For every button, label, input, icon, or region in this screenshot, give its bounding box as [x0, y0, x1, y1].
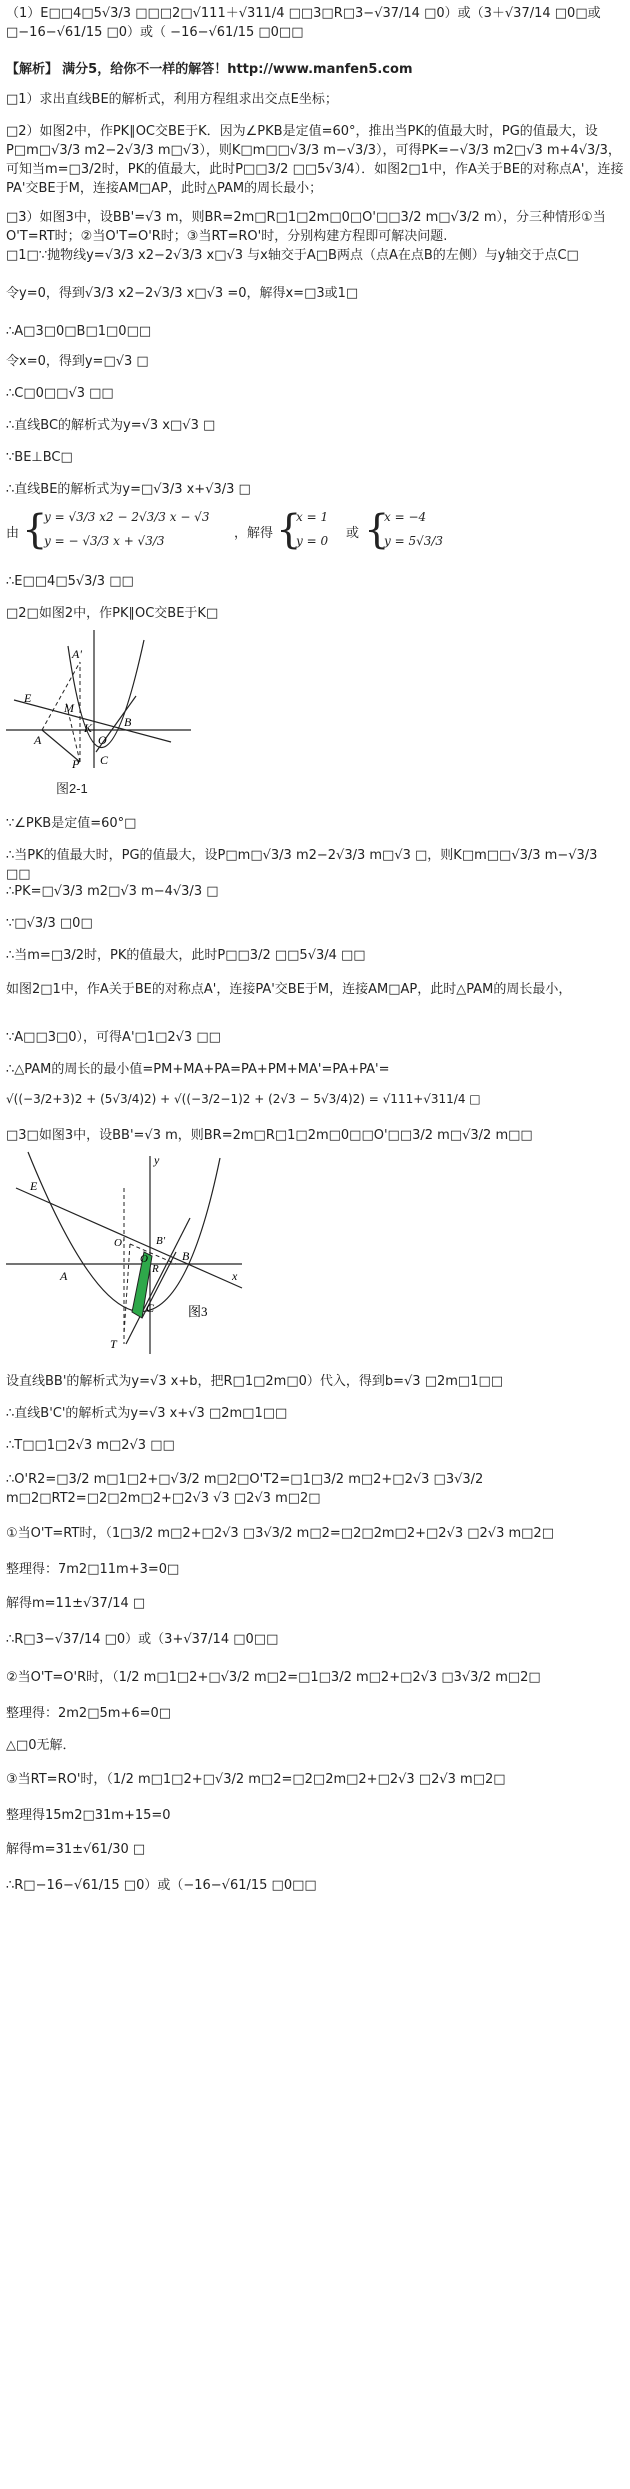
label-B: B [182, 1249, 190, 1263]
segment-O'T [124, 1244, 130, 1334]
figure-3-caption: 图3 [188, 1304, 208, 1319]
sol2-perim-1: ∴△PAM的周长的最小值=PM+MA+PA=PA+PM+MA'=PA+PA'= [6, 1062, 390, 1077]
sol3-dist: ∴O'R2=□3/2 m□1□2+□√3/2 m□2□O'T2=□1□3/2 m□2+□2√3 □3√3/2 m□2□RT2=□2□2m□2+□2√3 √3 □2√3 m□2□ [6, 1472, 484, 1506]
label-P: P [72, 757, 80, 770]
label-R: R [152, 1263, 159, 1275]
system-eq2: y = − √3/3 x + √3/3 [44, 534, 165, 548]
label-C: C [146, 1301, 155, 1315]
label-y: y [154, 1153, 160, 1167]
system-or: 或 [346, 526, 360, 541]
analysis-step-1: □1）求出直线BE的解析式，利用方程组求出交点E坐标； [6, 92, 338, 107]
sol1-E: ∴E□□4□5√3/3 □□ [6, 574, 134, 589]
case3-R: ∴R□−16−√61/15 □0）或（−16−√61/15 □0□□ [6, 1878, 317, 1893]
answer-header: （1）E□□4□5√3/3 □□□2□√111＋√311/4 □□3□R□3−√37/14 □0）或（3＋√37/14 □0□或□−16−√61/15 □0）或（ −16−√61/15 □0□□ [6, 6, 601, 40]
label-K: K [84, 721, 93, 735]
label-Bprime: B' [156, 1235, 166, 1247]
jiexi-banner-link[interactable]: 满分5，给你不一样的解答！http://www.manfen5.com [62, 62, 413, 77]
sol-y1: y = 0 [296, 534, 329, 548]
case1-equation: ①当O'T=RT时，（1□3/2 m□2+□2√3 □3√3/2 m□2=□2□2m□2+□2√3 □2√3 m□2□ [6, 1526, 554, 1541]
sol1-AB: ∴A□3□0□B□1□0□□ [6, 324, 152, 339]
sol1-system [6, 508, 624, 556]
sol2-fig21: 如图2□1中，作A关于BE的对称点A'，连接PA'交BE于M，连接AM□AP，此时△PAM的周长最小， [6, 982, 572, 997]
sol-x2: x = −4 [384, 510, 427, 524]
sol2-angle: ∵∠PKB是定值=60°□ [6, 816, 137, 831]
case1-tidy: 整理得：7m2□11m+3=0□ [6, 1562, 180, 1577]
label-Aprime: A' [72, 647, 82, 661]
sol2-intro: □2□如图2中，作PK∥OC交BE于K□ [6, 606, 219, 621]
case1-R: ∴R□3−√37/14 □0）或（3+√37/14 □0□□ [6, 1632, 279, 1647]
sol1-BC: ∴直线BC的解析式为y=√3 x□√3 □ [6, 418, 216, 433]
label-Oprime: O' [114, 1237, 125, 1249]
case2-no-solution: △□0无解． [6, 1738, 76, 1753]
label-M: M [64, 701, 74, 715]
sol1-perp: ∵BE⊥BC□ [6, 450, 73, 465]
sol2-when: ∴当m=□3/2时，PK的值最大，此时P□□3/2 □□5√3/4 □□ [6, 948, 366, 963]
label-E: E [24, 691, 32, 705]
label-O: O [98, 733, 107, 747]
sol3-T: ∴T□□1□2√3 m□2√3 □□ [6, 1438, 175, 1453]
sol-brace-2: { [364, 507, 390, 553]
label-x: x [232, 1269, 238, 1283]
sol1-y0: 令y=0，得到√3/3 x2−2√3/3 x□√3 =0，解得x=□3或1□ [6, 286, 359, 301]
label-C: C [100, 753, 109, 767]
jiexi-tag: 【解析】 [6, 62, 59, 77]
case2-tidy: 整理得：2m2□5m+6=0□ [6, 1706, 172, 1721]
label-T: T [110, 1337, 117, 1351]
sol3-intro: □3□如图3中，设BB'=√3 m，则BR=2m□R□1□2m□0□□O'□□3/2 m□√3/2 m□□ [6, 1128, 533, 1143]
figure-3 [6, 1148, 246, 1358]
label-A: A [34, 733, 42, 747]
figure-2-1-caption: 图2-1 [56, 781, 88, 796]
case3-solve: 解得m=31±√61/30 □ [6, 1842, 146, 1857]
sol2-max: ∴当PK的值最大时，PG的值最大，设P□m□√3/3 m2−2√3/3 m□√3 □，则K□m□□√3/3 m−√3/3 □□ [6, 848, 598, 882]
label-O: O [140, 1253, 148, 1265]
analysis-banner [6, 60, 624, 79]
sol1-intro: □1□∵抛物线y=√3/3 x2−2√3/3 x□√3 与x轴交于A□B两点（点A在点B的左侧）与y轴交于点C□ [6, 248, 579, 263]
label-A: A [60, 1269, 68, 1283]
sol2-perim-2: √((−3/2+3)2 + (5√3/4)2) + √((−3/2−1)2 + (2√3 − 5√3/4)2) = √111+√311/4 □ [6, 1092, 481, 1106]
system-mid: ，解得 [234, 526, 274, 541]
system-eq1: y = √3/3 x2 − 2√3/3 x − √3 [44, 510, 210, 524]
sol-brace-1: { [276, 507, 302, 553]
system-brace: { [22, 507, 48, 553]
sol1-C: ∴C□0□□√3 □□ [6, 386, 114, 401]
figure-2-1 [6, 622, 196, 770]
sol3-bb: 设直线BB'的解析式为y=√3 x+b，把R□1□2m□0）代入，得到b=√3 □2m□1□□ [6, 1374, 504, 1389]
sol2-neg: ∵□√3/3 □0□ [6, 916, 93, 931]
sol-x1: x = 1 [296, 510, 329, 524]
segment-AA' [42, 662, 80, 730]
line-BE [16, 1188, 242, 1288]
sol1-x0: 令x=0，得到y=□√3 □ [6, 354, 149, 369]
case1-solve: 解得m=11±√37/14 □ [6, 1596, 146, 1611]
segment-O'R [130, 1244, 176, 1264]
label-E: E [30, 1179, 38, 1193]
sol-y2: y = 5√3/3 [384, 534, 444, 548]
sol3-bc: ∴直线B'C'的解析式为y=√3 x+√3 □2m□1□□ [6, 1406, 288, 1421]
label-B: B [124, 715, 132, 729]
analysis-step-3: □3）如图3中，设BB'=√3 m，则BR=2m□R□1□2m□0□O'□□3/2 m□√3/2 m），分三种情形①当O'T=RT时；②当O'T=O'R时；③当RT=RO'时，分别构建方程即可解决问题. [6, 210, 606, 244]
case3-equation: ③当RT=RO'时，（1/2 m□1□2+□√3/2 m□2=□2□2m□2+□2√3 □2√3 m□2□ [6, 1772, 506, 1787]
analysis-step-2: □2）如图2中，作PK∥OC交BE于K．因为∠PKB是定值=60°，推出当PK的值最大时，PG的值最大，设P□m□√3/3 m2−2√3/3 m□√3），则K□m□□√3/3 m−√3/3），可得PK=−√3/3 m2□√3 m+4√3/3，可知当m=□3/2时，PK的值最大，此时P□□3/2 □□5√3/4）．如图2□1中，作A关于BE的对称点A'，连接PA'交BE于M，连接AM□AP，此时△PAM的周长最小； [6, 124, 624, 196]
sol1-BE: ∴直线BE的解析式为y=□√3/3 x+√3/3 □ [6, 482, 251, 497]
sol2-PK: ∴PK=□√3/3 m2□√3 m−4√3/3 □ [6, 884, 219, 899]
system-lead: 由 [6, 526, 20, 541]
case3-tidy: 整理得15m2□31m+15=0 [6, 1808, 171, 1823]
case2-equation: ②当O'T=O'R时，（1/2 m□1□2+□√3/2 m□2=□1□3/2 m□2+□2√3 □3√3/2 m□2□ [6, 1670, 541, 1685]
sol2-Aprime: ∵A□□3□0），可得A'□1□2√3 □□ [6, 1030, 221, 1045]
